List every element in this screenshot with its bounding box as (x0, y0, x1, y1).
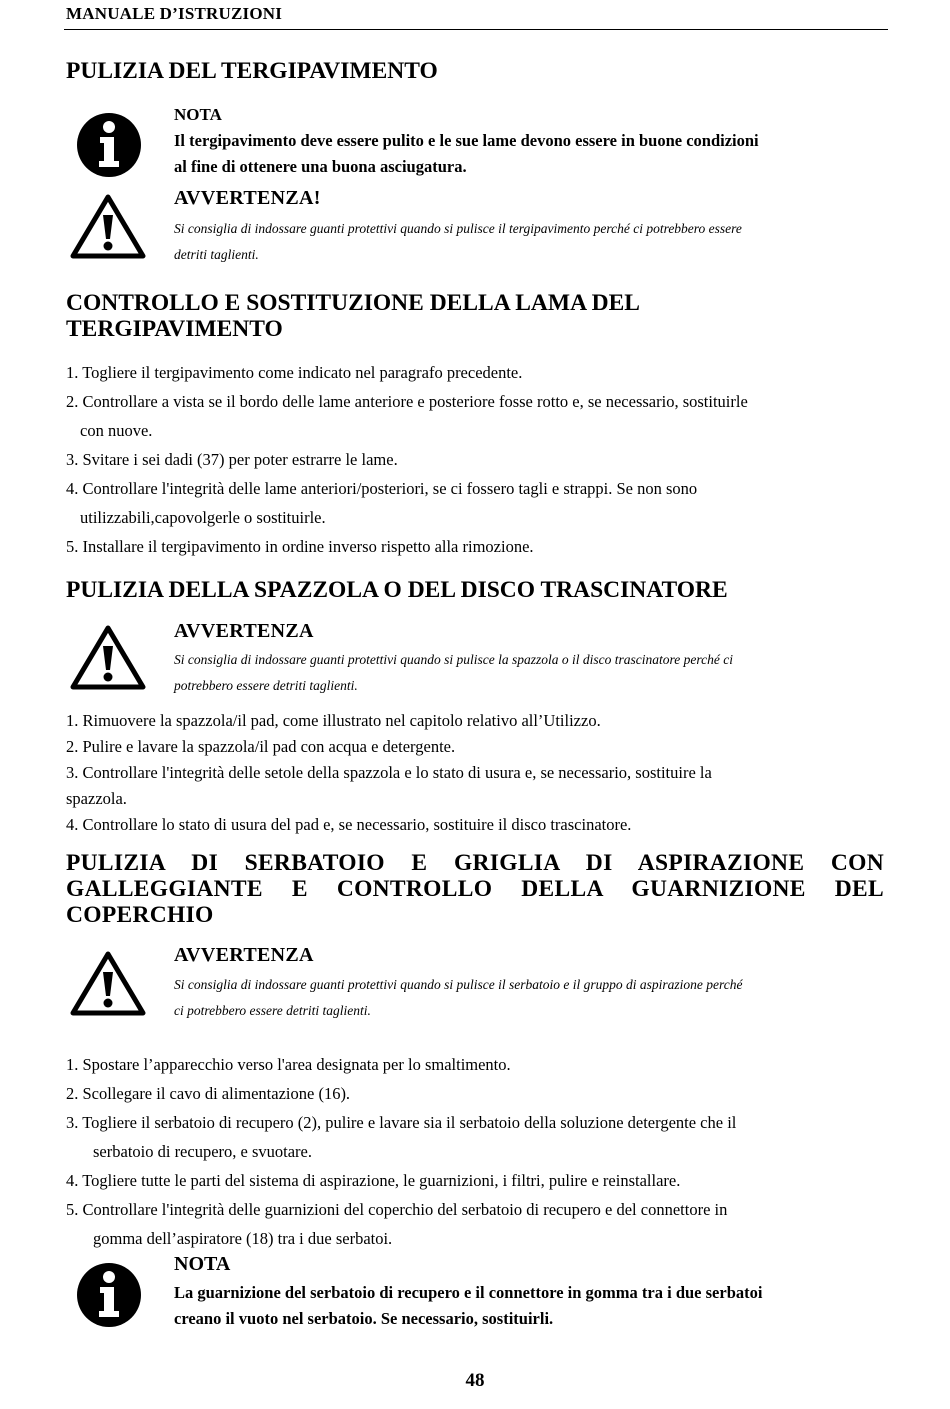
list-item-continuation: spazzola. (66, 789, 127, 808)
steps-list-spazzola (66, 708, 886, 838)
page-number: 48 (465, 1370, 485, 1391)
note-text-line1: Il tergipavimento deve essere pulito e le sue lame devono essere in buone condizioni (174, 131, 759, 150)
section-title-line: COPERCHIO (66, 902, 214, 928)
list-item: 2. Pulire e lavare la spazzola/il pad con acqua e detergente. (66, 737, 456, 756)
steps-list-lama (66, 358, 886, 561)
section-title-line: PULIZIA DI SERBATOIO E GRIGLIA DI ASPIRAZIONE CON (66, 850, 884, 876)
list-item: 4. Controllare l'integrità delle lame anteriori/posteriori, se ci fossero tagli e strappi. Se non sono (66, 479, 698, 498)
list-item: 2. Scollegare il cavo di alimentazione (16). (66, 1084, 351, 1103)
list-item: 3. Togliere il serbatoio di recupero (2), pulire e lavare sia il serbatoio della soluzione detergente che il (66, 1113, 737, 1132)
note-text-line2: creano il vuoto nel serbatoio. Se necessario, sostituirli. (174, 1309, 554, 1328)
warning-icon (70, 950, 146, 1016)
list-item: 1. Togliere il tergipavimento come indicato nel paragrafo precedente. (66, 363, 523, 382)
list-item: 3. Svitare i sei dadi (37) per poter estrarre le lame. (66, 450, 398, 469)
warning-text-line2: potrebbero essere detriti taglienti. (174, 678, 358, 693)
section-title-line: CONTROLLO E SOSTITUZIONE DELLA LAMA DEL (66, 290, 640, 316)
info-icon (76, 1262, 142, 1328)
list-item: 4. Togliere tutte le parti del sistema di aspirazione, le guarnizioni, i filtri, pulire e reinstallare. (66, 1171, 681, 1190)
list-item-continuation: gomma dell’aspiratore (18) tra i due serbatoi. (93, 1229, 393, 1248)
warning-icon (70, 193, 146, 259)
note-label: NOTA (174, 1253, 231, 1275)
note-label: NOTA (174, 105, 222, 124)
steps-list-serbatoio (66, 1050, 886, 1253)
section-title-lama (66, 290, 640, 342)
section-title-line: TERGIPAVIMENTO (66, 316, 283, 342)
section-title-tergipavimento: PULIZIA DEL TERGIPAVIMENTO (66, 58, 438, 84)
section-title-spazzola: PULIZIA DELLA SPAZZOLA O DEL DISCO TRASCINATORE (66, 577, 728, 603)
list-item-continuation: con nuove. (80, 421, 153, 440)
list-item: 5. Controllare l'integrità delle guarnizioni del coperchio del serbatoio di recupero e del connettore in (66, 1200, 728, 1219)
section-title-line: GALLEGGIANTE E CONTROLLO DELLA GUARNIZIONE DEL (66, 876, 884, 902)
list-item: 2. Controllare a vista se il bordo delle lame anteriore e posteriore fosse rotto e, se necessario, sostituirle (66, 392, 748, 411)
list-item-continuation: serbatoio di recupero, e svuotare. (93, 1142, 312, 1161)
warning-text-line1: Si consiglia di indossare guanti protettivi quando si pulisce la spazzola o il disco trascinatore perché ci (174, 652, 733, 667)
header-rule (64, 29, 888, 30)
list-item: 5. Installare il tergipavimento in ordine inverso rispetto alla rimozione. (66, 537, 534, 556)
list-item: 4. Controllare lo stato di usura del pad e, se necessario, sostituire il disco trascinatore. (66, 815, 632, 834)
info-icon (76, 112, 142, 178)
warning-text-line1: Si consiglia di indossare guanti protettivi quando si pulisce il tergipavimento perché ci potrebbero essere (174, 221, 742, 236)
list-item: 1. Rimuovere la spazzola/il pad, come illustrato nel capitolo relativo all’Utilizzo. (66, 711, 601, 730)
running-header: MANUALE D’ISTRUZIONI (66, 4, 283, 23)
warning-label: AVVERTENZA (174, 944, 314, 966)
list-item-continuation: utilizzabili,capovolgerle o sostituirle. (80, 508, 326, 527)
note-text-line1: La guarnizione del serbatoio di recupero e il connettore in gomma tra i due serbatoi (174, 1283, 763, 1302)
section-title-serbatoio (66, 850, 884, 928)
warning-text-line2: detriti taglienti. (174, 247, 259, 262)
warning-text-line2: ci potrebbero essere detriti taglienti. (174, 1003, 371, 1018)
warning-label: AVVERTENZA! (174, 187, 321, 209)
warning-label: AVVERTENZA (174, 620, 314, 642)
note-text-line2: al fine di ottenere una buona asciugatura. (174, 157, 467, 176)
list-item: 1. Spostare l’apparecchio verso l'area designata per lo smaltimento. (66, 1055, 511, 1074)
list-item: 3. Controllare l'integrità delle setole della spazzola e lo stato di usura e, se necessario, sostituire la (66, 763, 712, 782)
warning-text-line1: Si consiglia di indossare guanti protettivi quando si pulisce il serbatoio e il gruppo di aspirazione perché (174, 977, 743, 992)
warning-icon (70, 624, 146, 690)
